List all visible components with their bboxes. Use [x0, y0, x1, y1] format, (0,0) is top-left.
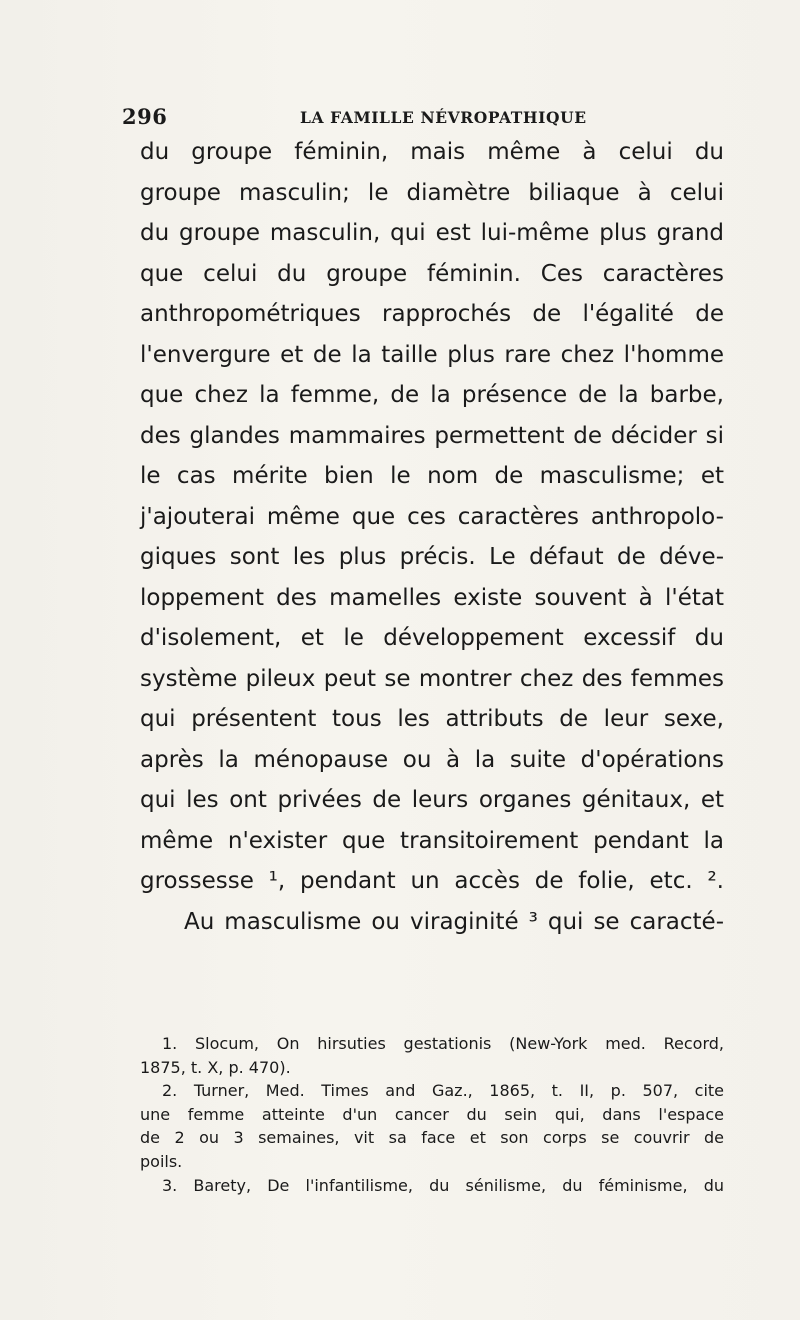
footnote-line: 3. Barety, De l'infantilisme, du sénilisme, du féminisme, du	[162, 1175, 724, 1195]
body-line: du groupe féminin, mais même à celui du	[140, 139, 724, 165]
footnote-line: 1. Slocum, On hirsuties gestationis (New-York med. Record,	[162, 1034, 724, 1053]
body-line: des glandes mammaires permettent de décider si	[140, 422, 724, 449]
body-line: giques sont les plus précis. Le défaut de déve-	[140, 544, 724, 570]
body-line: qui présentent tous les attributs de leur sexe,	[140, 706, 724, 732]
body-line: loppement des mamelles existe souvent à l'état	[140, 584, 724, 611]
body-line: que chez la femme, de la présence de la barbe,	[140, 382, 724, 408]
body-line: j'ajouterai même que ces caractères anthropolo-	[140, 503, 724, 530]
body-line: l'envergure et de la taille plus rare chez l'homme	[140, 341, 724, 368]
footnote-line: 1875, t. X, p. 470).	[140, 1057, 291, 1077]
body-line: d'isolement, et le développement excessif du	[140, 625, 724, 651]
body-line: qui les ont privées de leurs organes génitaux, et	[140, 787, 724, 813]
footnote-line: une femme atteinte d'un cancer du sein qui, dans l'espace	[140, 1104, 724, 1124]
body-line: du groupe masculin, qui est lui-même plus grand	[140, 220, 724, 246]
body-line: le cas mérite bien le nom de masculisme; et	[140, 463, 724, 489]
body-line: même n'exister que transitoirement pendant la	[140, 827, 724, 854]
running-title: LA FAMILLE NÉVROPATHIQUE	[300, 108, 587, 127]
footnote-line: 2. Turner, Med. Times and Gaz., 1865, t. II, p. 507, cite	[162, 1081, 724, 1101]
body-line: que celui du groupe féminin. Ces caractères	[140, 260, 724, 287]
body-line: Au masculisme ou viraginité ³ qui se caracté-	[184, 908, 724, 935]
footnotes	[140, 1032, 724, 1197]
body-line: système pileux peut se montrer chez des femmes	[140, 665, 724, 692]
body-text	[140, 132, 724, 942]
footnote-line: poils.	[140, 1151, 183, 1171]
body-line: groupe masculin; le diamètre biliaque à celui	[140, 179, 724, 206]
footnote-line: de 2 ou 3 semaines, vit sa face et son corps se couvrir de	[140, 1128, 724, 1148]
page-number: 296	[122, 104, 168, 129]
body-line: après la ménopause ou à la suite d'opérations	[140, 746, 724, 773]
body-line: grossesse ¹, pendant un accès de folie, etc. ².	[140, 868, 724, 894]
body-line: anthropométriques rapprochés de l'égalité de	[140, 301, 724, 327]
page-header	[122, 104, 722, 134]
